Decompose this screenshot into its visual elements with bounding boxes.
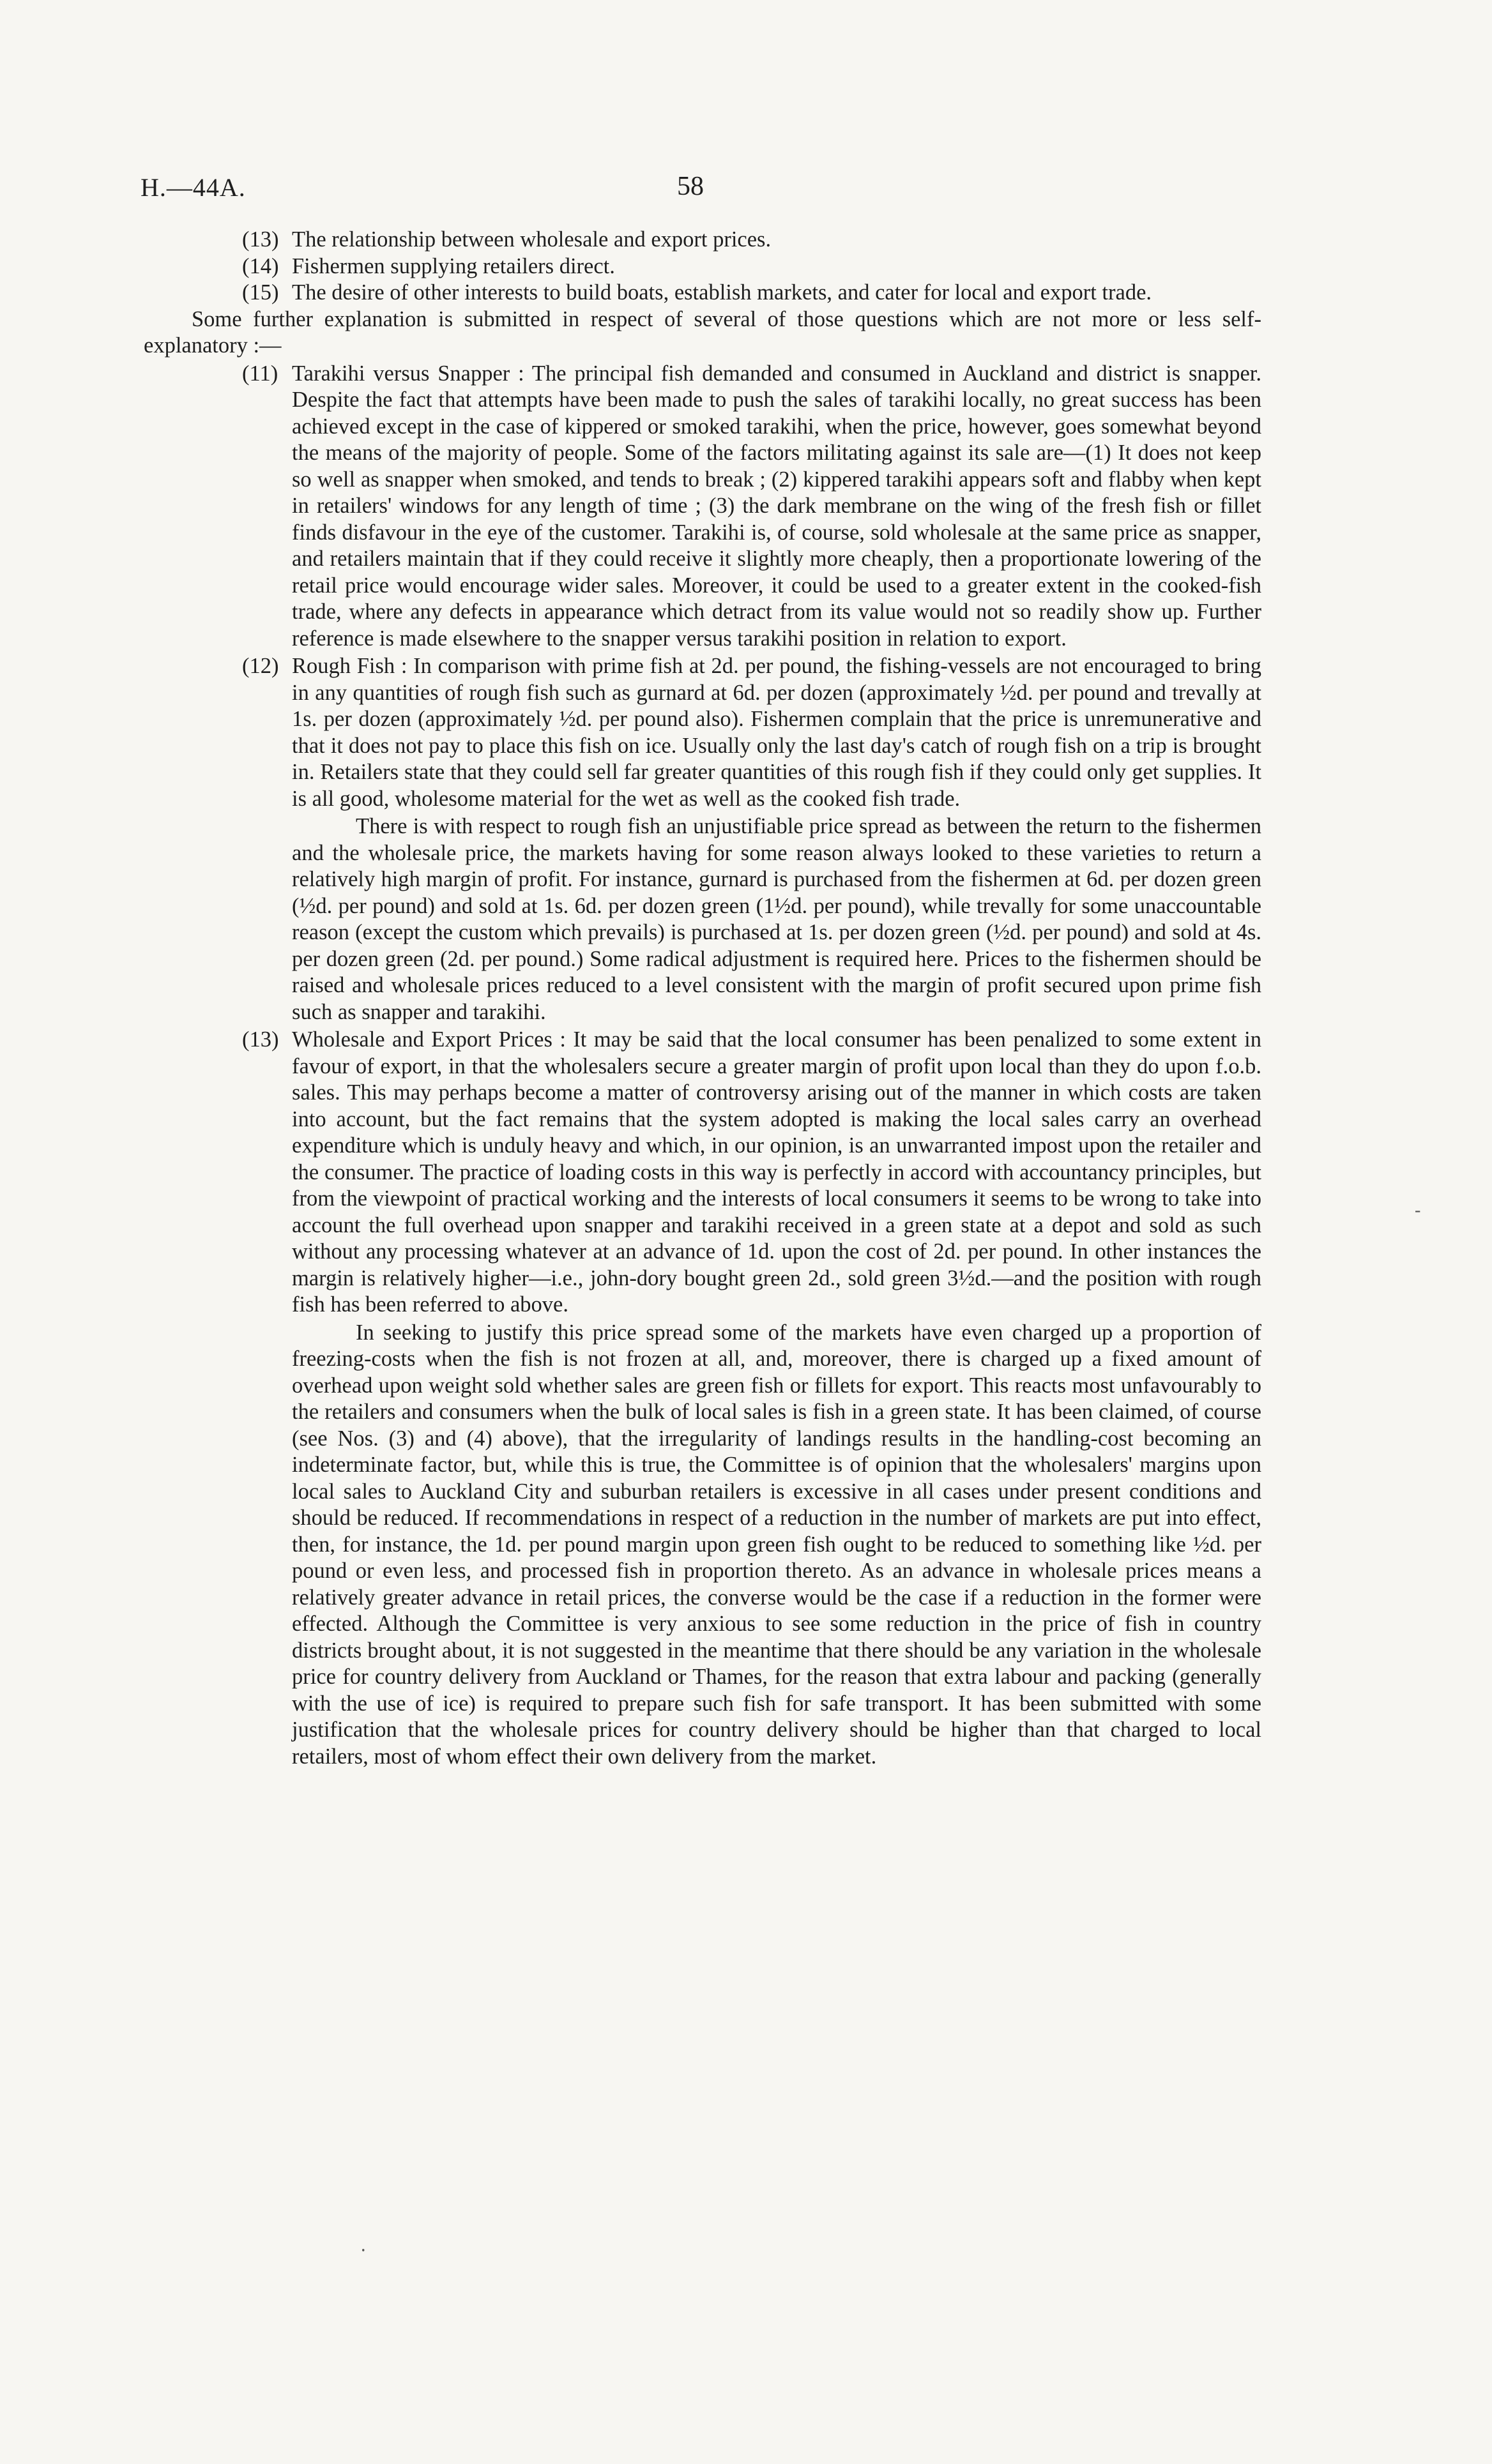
page-number: 58 [677,172,704,201]
section-number: (13) [242,1027,279,1052]
list-item [144,227,1261,253]
section-paragraph: There is with respect to rough fish an unjustifiable price spread as between the return to the fishermen and the wholesale price, the markets having for some reason always looked to these varieties to return a relatively high margin of profit. For instance, gurnard is purchased from the fishermen at 6d. per dozen green (½d. per pound) and sold at 1s. 6d. per dozen green (1½d. per pound), while trevally for some unaccountable reason (except the custom which prevails) is purchased at 1s. per dozen green (½d. per pound) and sold at 4s. per dozen green (2d. per pound.) Some radical adjustment is required here. Prices to the fishermen should be raised and wholesale prices reduced to a level consistent with the margin of profit secured upon prime fish such as snapper and tarakihi. [292,814,1261,1024]
section-rough-fish [144,653,1261,812]
list-item [144,253,1261,280]
stray-mark: - [1415,1200,1421,1220]
list-item-text: The desire of other interests to build boats, establish markets, and cater for local and export trade. [292,280,1152,305]
section-tarakihi-versus-snapper [144,361,1261,653]
document-reference: H.—44A. [141,173,246,202]
body-text [144,227,1261,1770]
list-item [144,280,1261,306]
section-paragraph: Wholesale and Export Prices : It may be said that the local consumer has been penalized to some extent in favour of export, in that the wholesalers secure a greater margin of profit upon local than they do upon f.o.b. sales. This may perhaps become a matter of controversy arising out of the manner in which costs are taken into account, but the fact remains that the system adopted is making the local sales carry an overhead expenditure which is unduly heavy and which, in our opinion, is an unwarranted impost upon the retailer and the consumer. The practice of loading costs in this way is perfectly in accord with accountancy principles, but from the viewpoint of practical working and the interests of local consumers it seems to be wrong to take into account the full overhead upon snapper and tarakihi received in a green state at a depot and sold as such without any processing whatever at an advance of 1d. upon the cost of 2d. per pound. In other instances the margin is relatively higher—i.e., john-dory bought green 2d., sold green 3½d.—and the position with rough fish has been referred to above. [292,1027,1261,1317]
section-wholesale-and-export-prices [144,1027,1261,1319]
list-item-text: The relationship between wholesale and export prices. [292,227,772,252]
list-item-number: (13) [242,227,279,252]
list-item-text: Fishermen supplying retailers direct. [292,253,615,278]
list-item-number: (14) [242,253,279,278]
list-item-number: (15) [242,280,279,305]
section-paragraph: Rough Fish : In comparison with prime fish at 2d. per pound, the fishing-vessels are not encouraged to bring in any quantities of rough fish such as gurnard at 6d. per dozen (approximately ½d. per pound and trevally at 1s. per dozen (approximately ½d. per pound also). Fishermen complain that the price is unremunerative and that it does not pay to place this fish on ice. Usually only the last day's catch of rough fish on a trip is brought in. Retailers state that they could sell far greater quantities of this rough fish if they could only get supplies. It is all good, wholesome material for the wet as well as the cooked fish trade. [292,654,1261,811]
section-number: (12) [242,654,279,678]
section-paragraph: In seeking to justify this price spread some of the markets have even charged up a proportion of freezing-costs when the fish is not frozen at all, and, moreover, there is charged up a fixed amount of overhead upon weight sold whether sales are green fish or fillets for export. This reacts most unfavourably to the retailers and consumers when the bulk of local sales is fish in a green state. It has been claimed, of course (see Nos. (3) and (4) above), that the irregularity of landings results in the handling-cost becoming an indeterminate factor, but, while this is true, the Committee is of opinion that the wholesalers' margins upon local sales to Auckland City and suburban retailers is excessive in all cases under present conditions and should be reduced. If recommendations in respect of a reduction in the number of markets are put into effect, then, for instance, the 1d. per pound margin upon green fish ought to be reduced to something like ½d. per pound or even less, and processed fish in proportion thereto. As an advance in wholesale prices means a relatively greater advance in retail prices, the converse would be the case if a reduction in the former were effected. Although the Committee is very anxious to see some reduction in the price of fish in country districts brought about, it is not suggested in the meantime that there should be any variation in the wholesale price for country delivery from Auckland or Thames, for the reason that extra labour and packing (generally with the use of ice) is required to prepare such fish for safe transport. It has been submitted with some justification that the wholesale prices for country delivery should be higher than that charged to local retailers, most of whom effect their own delivery from the market. [292,1320,1261,1769]
section-paragraph: Tarakihi versus Snapper : The principal fish demanded and consumed in Auckland and district is snapper. Despite the fact that attempts have been made to push the sales of tarakihi locally, no great success has been achieved except in the case of kippered or smoked tarakihi, when the price, however, goes somewhat beyond the means of the majority of people. Some of the factors militating against its sale are—(1) It does not keep so well as snapper when smoked, and tends to break ; (2) kippered tarakihi appears soft and flabby when kept in retailers' windows for any length of time ; (3) the dark membrane on the wing of the fresh fish or fillet finds disfavour in the eye of the customer. Tarakihi is, of course, sold wholesale at the same price as snapper, and retailers maintain that if they could receive it slightly more cheaply, then a proportionate lowering of the retail price would encourage wider sales. Moreover, it could be used to a greater extent in the cooked-fish trade, where any defects in appearance which detract from its value would not so readily show up. Further reference is made elsewhere to the snapper versus tarakihi position in relation to export. [292,361,1261,651]
section-number: (11) [242,361,278,386]
stray-mark: ⸱ [361,2241,366,2261]
intro-paragraph: Some further explanation is submitted in respect of several of those questions which are not more or less self-explanatory :— [144,306,1261,358]
